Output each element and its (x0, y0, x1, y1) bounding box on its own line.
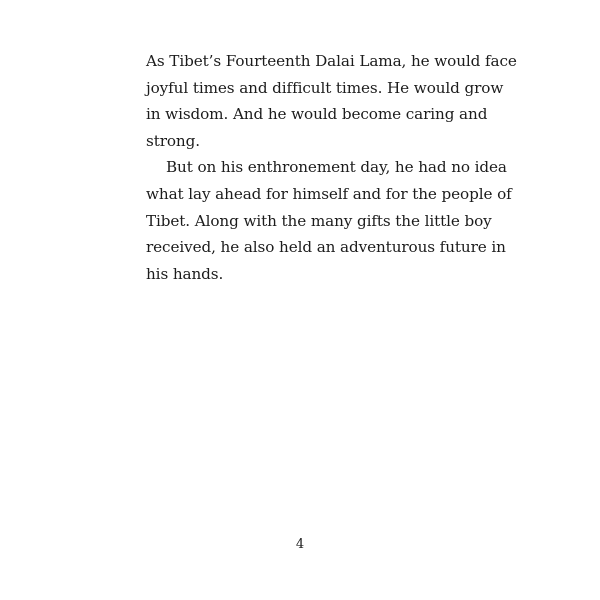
body-text (146, 48, 517, 287)
text-line: what lay ahead for himself and for the people of (146, 184, 512, 203)
paragraph-2 (146, 154, 512, 287)
page-number: 4 (295, 537, 305, 552)
text-line: joyful times and difficult times. He would grow (146, 78, 504, 97)
text-line: received, he also held an adventurous future in (146, 238, 506, 257)
text-line: his hands. (146, 264, 224, 283)
text-line: strong. (146, 131, 200, 150)
paragraph-1 (146, 48, 517, 154)
text-line: As Tibet’s Fourteenth Dalai Lama, he would face (146, 52, 517, 70)
text-line: Tibet. Along with the many gifts the little boy (146, 211, 492, 230)
text-line: But on his enthronement day, he had no idea (166, 158, 507, 177)
text-line: in wisdom. And he would become caring and (146, 105, 488, 124)
